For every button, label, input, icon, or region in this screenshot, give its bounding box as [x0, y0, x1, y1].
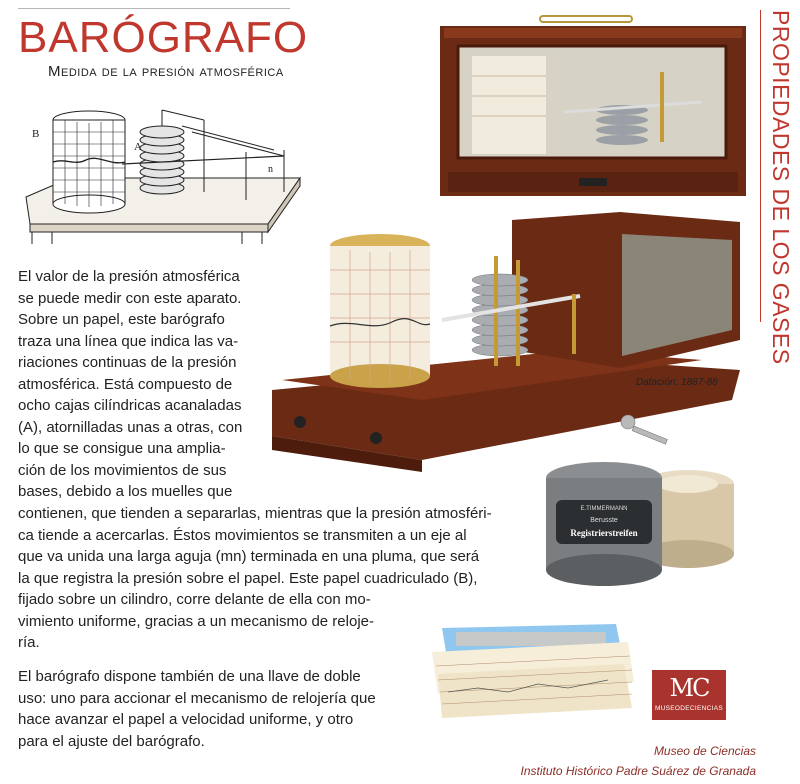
paragraph-1-continued-text: contienen, que tienden a separarlas, mientras que la presión atmosféri- ca tiende a acercarlas. Éstos movimientos se transmiten a un eje al que va unida una larga aguja (mn) terminada en una pluma, que será la que registra la presión sobre el papel. Este papel cuadriculado (B), fijado sobre un cilindro, corre delante de ella con mo- vimiento uniforme, gracias a un mecanismo de reloje- ría. — [18, 505, 492, 651]
barograph-case-photo — [440, 12, 746, 196]
tin-title: Berusste — [590, 517, 618, 524]
paragraph-1-continued — [18, 503, 540, 654]
tin-word: Registrierstreifen — [570, 528, 638, 538]
diagram-label-a: A — [134, 141, 142, 153]
logo-text: MUSEODECIENCIAS — [654, 705, 724, 712]
diagram-label-n: n — [268, 164, 273, 175]
chart-paper-tins-photo — [540, 460, 740, 592]
credit-institute: Instituto Histórico Padre Suárez de Granada — [520, 764, 756, 778]
page-subtitle: Medida de la presión atmosférica — [48, 63, 284, 80]
barograph-open-photo — [272, 200, 740, 472]
tin-brand: E.TIMMERMANN — [580, 506, 628, 512]
section-side-title — [760, 10, 800, 365]
barograph-engraving-diagram — [22, 92, 310, 250]
header-rule — [18, 8, 290, 9]
paragraph-2 — [18, 666, 418, 752]
logo-mark: MC — [669, 674, 709, 702]
diagram-label-b: B — [32, 128, 40, 140]
paragraph-2-text: El barógrafo dispone también de una llave de doble uso: uno para accionar el mecanismo de relojería que hace avanzar el papel a velocidad uniforme, y otro para el ajuste del barógrafo. — [18, 668, 376, 750]
dating-caption: Datación: 1887-88 — [636, 377, 718, 388]
paragraph-1-intro-text: El valor de la presión atmosférica se puede medir con este aparato. Sobre un papel, este barógrafo traza una línea que indica las va- riaciones continuas de la presión atmosférica. Está compuesto de ocho cajas cilíndricas acanaladas (A), atornilladas unas a otras, con lo que se consigue una amplia- ción de los movimientos de sus bases, debido a los muelles que — [18, 268, 243, 500]
paragraph-1-intro — [18, 266, 258, 503]
museum-logo — [652, 670, 726, 720]
side-title-text: PROPIEDADES DE LOS GASES — [768, 10, 794, 365]
page-title: BARÓGRAFO — [18, 13, 309, 62]
credit-museum: Museo de Ciencias — [653, 744, 756, 758]
